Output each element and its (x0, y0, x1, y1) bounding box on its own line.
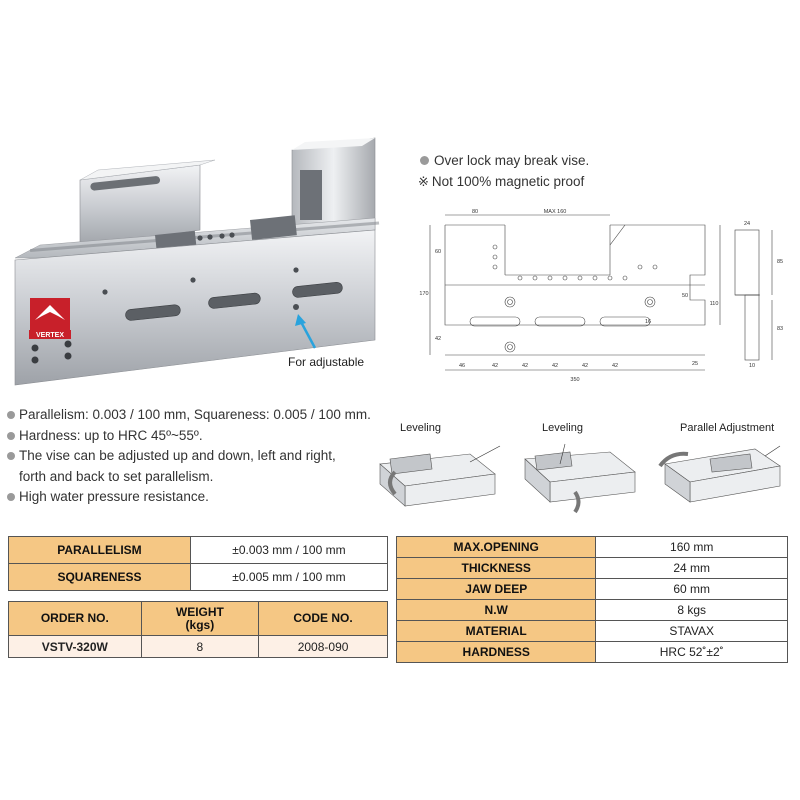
spec-value: 160 mm (596, 537, 788, 558)
note-text: Over lock may break vise. (434, 153, 590, 168)
weight-value: 8 (141, 636, 258, 658)
spec-value: ±0.005 mm / 100 mm (190, 564, 387, 591)
dimension-label: 42 (551, 363, 559, 369)
spec-label: JAW DEEP (397, 579, 596, 600)
spec-label: MATERIAL (397, 621, 596, 642)
dimension-label: 42 (521, 363, 529, 369)
feature-list (7, 405, 407, 508)
table-row (397, 558, 788, 579)
dimension-label: 350 (570, 377, 580, 383)
reference-mark-icon: ※ (418, 174, 429, 189)
bullet-dot-icon (7, 432, 15, 440)
leveling-diagram-1 (380, 446, 500, 506)
diagram-label-leveling-1: Leveling (400, 422, 441, 434)
feature-item (7, 487, 407, 508)
spec-label: SQUARENESS (9, 564, 191, 591)
feature-text: The vise can be adjusted up and down, left and right, (19, 448, 336, 463)
note-text: Not 100% magnetic proof (431, 174, 585, 189)
spec-value: ±0.003 mm / 100 mm (190, 537, 387, 564)
spec-value: HRC 52˚±2˚ (596, 642, 788, 663)
feature-text: Hardness: up to HRC 45º~55º. (19, 427, 203, 443)
dimension-label: 42 (491, 363, 499, 369)
spec-table (8, 536, 388, 591)
dimension-label: 110 (709, 301, 719, 307)
feature-text: forth and back to set parallelism. (19, 468, 214, 484)
notes-list (418, 150, 589, 192)
spec-value: STAVAX (596, 621, 788, 642)
dimension-label: 170 (419, 291, 429, 297)
note-item (418, 171, 589, 192)
table-row (9, 564, 388, 591)
column-header-weight (141, 602, 258, 636)
feature-text: Parallelism: 0.003 / 100 mm, Squareness: 0.005 / 100 mm. (19, 407, 371, 422)
spec-label: PARALLELISM (9, 537, 191, 564)
dimension-table (396, 536, 788, 663)
spec-label: N.W (397, 600, 596, 621)
parallel-adjust-diagram (660, 446, 780, 502)
column-header: CODE NO. (259, 602, 388, 636)
dimension-label: MAX 160 (543, 209, 567, 215)
technical-drawing (400, 205, 790, 390)
spec-value: 60 mm (596, 579, 788, 600)
feature-item-continuation (7, 467, 407, 488)
logo-text: VERTEX (35, 332, 65, 339)
bullet-dot-icon (420, 156, 429, 165)
header-text: (kgs) (185, 617, 215, 632)
bullet-dot-icon (7, 452, 15, 460)
spec-value: 8 kgs (596, 600, 788, 621)
code-number: 2008-090 (259, 636, 388, 658)
table-row (9, 636, 388, 658)
feature-text: High water pressure resistance. (19, 489, 209, 504)
table-row (397, 537, 788, 558)
table-header-row (9, 602, 388, 636)
bullet-dot-icon (7, 493, 15, 501)
dimension-label: 24 (743, 221, 751, 227)
table-row (397, 579, 788, 600)
header-text: WEIGHT (175, 604, 224, 619)
diagram-label-parallel: Parallel Adjustment (680, 422, 775, 434)
table-row (397, 600, 788, 621)
table-row (397, 621, 788, 642)
spec-label: THICKNESS (397, 558, 596, 579)
adjustable-label: For adjustable (288, 355, 365, 369)
dimension-label: 83 (776, 326, 784, 332)
dimension-label: 25 (691, 361, 699, 367)
dimension-label: 60 (434, 249, 442, 255)
feature-item (7, 426, 407, 447)
dimension-label: 10 (748, 363, 756, 369)
column-header: ORDER NO. (9, 602, 142, 636)
dimension-label: 42 (611, 363, 619, 369)
spec-label: MAX.OPENING (397, 537, 596, 558)
dimension-label: 85 (776, 259, 784, 265)
table-row (9, 537, 388, 564)
dimension-label: 46 (458, 363, 466, 369)
dimension-label: 42 (434, 336, 442, 342)
diagram-label-leveling-2: Leveling (542, 422, 583, 434)
note-item (418, 150, 589, 171)
dimension-label: 42 (581, 363, 589, 369)
feature-item (7, 405, 407, 426)
spec-label: HARDNESS (397, 642, 596, 663)
spec-value: 24 mm (596, 558, 788, 579)
table-row (397, 642, 788, 663)
leveling-diagram-2 (525, 444, 635, 512)
feature-item (7, 446, 407, 467)
bullet-dot-icon (7, 411, 15, 419)
order-table (8, 601, 388, 658)
dimension-label: 50 (681, 293, 689, 299)
adjustment-diagrams (370, 418, 795, 518)
dimension-label: 16 (644, 319, 652, 325)
dimension-label: 80 (471, 209, 479, 215)
order-number: VSTV-320W (9, 636, 142, 658)
